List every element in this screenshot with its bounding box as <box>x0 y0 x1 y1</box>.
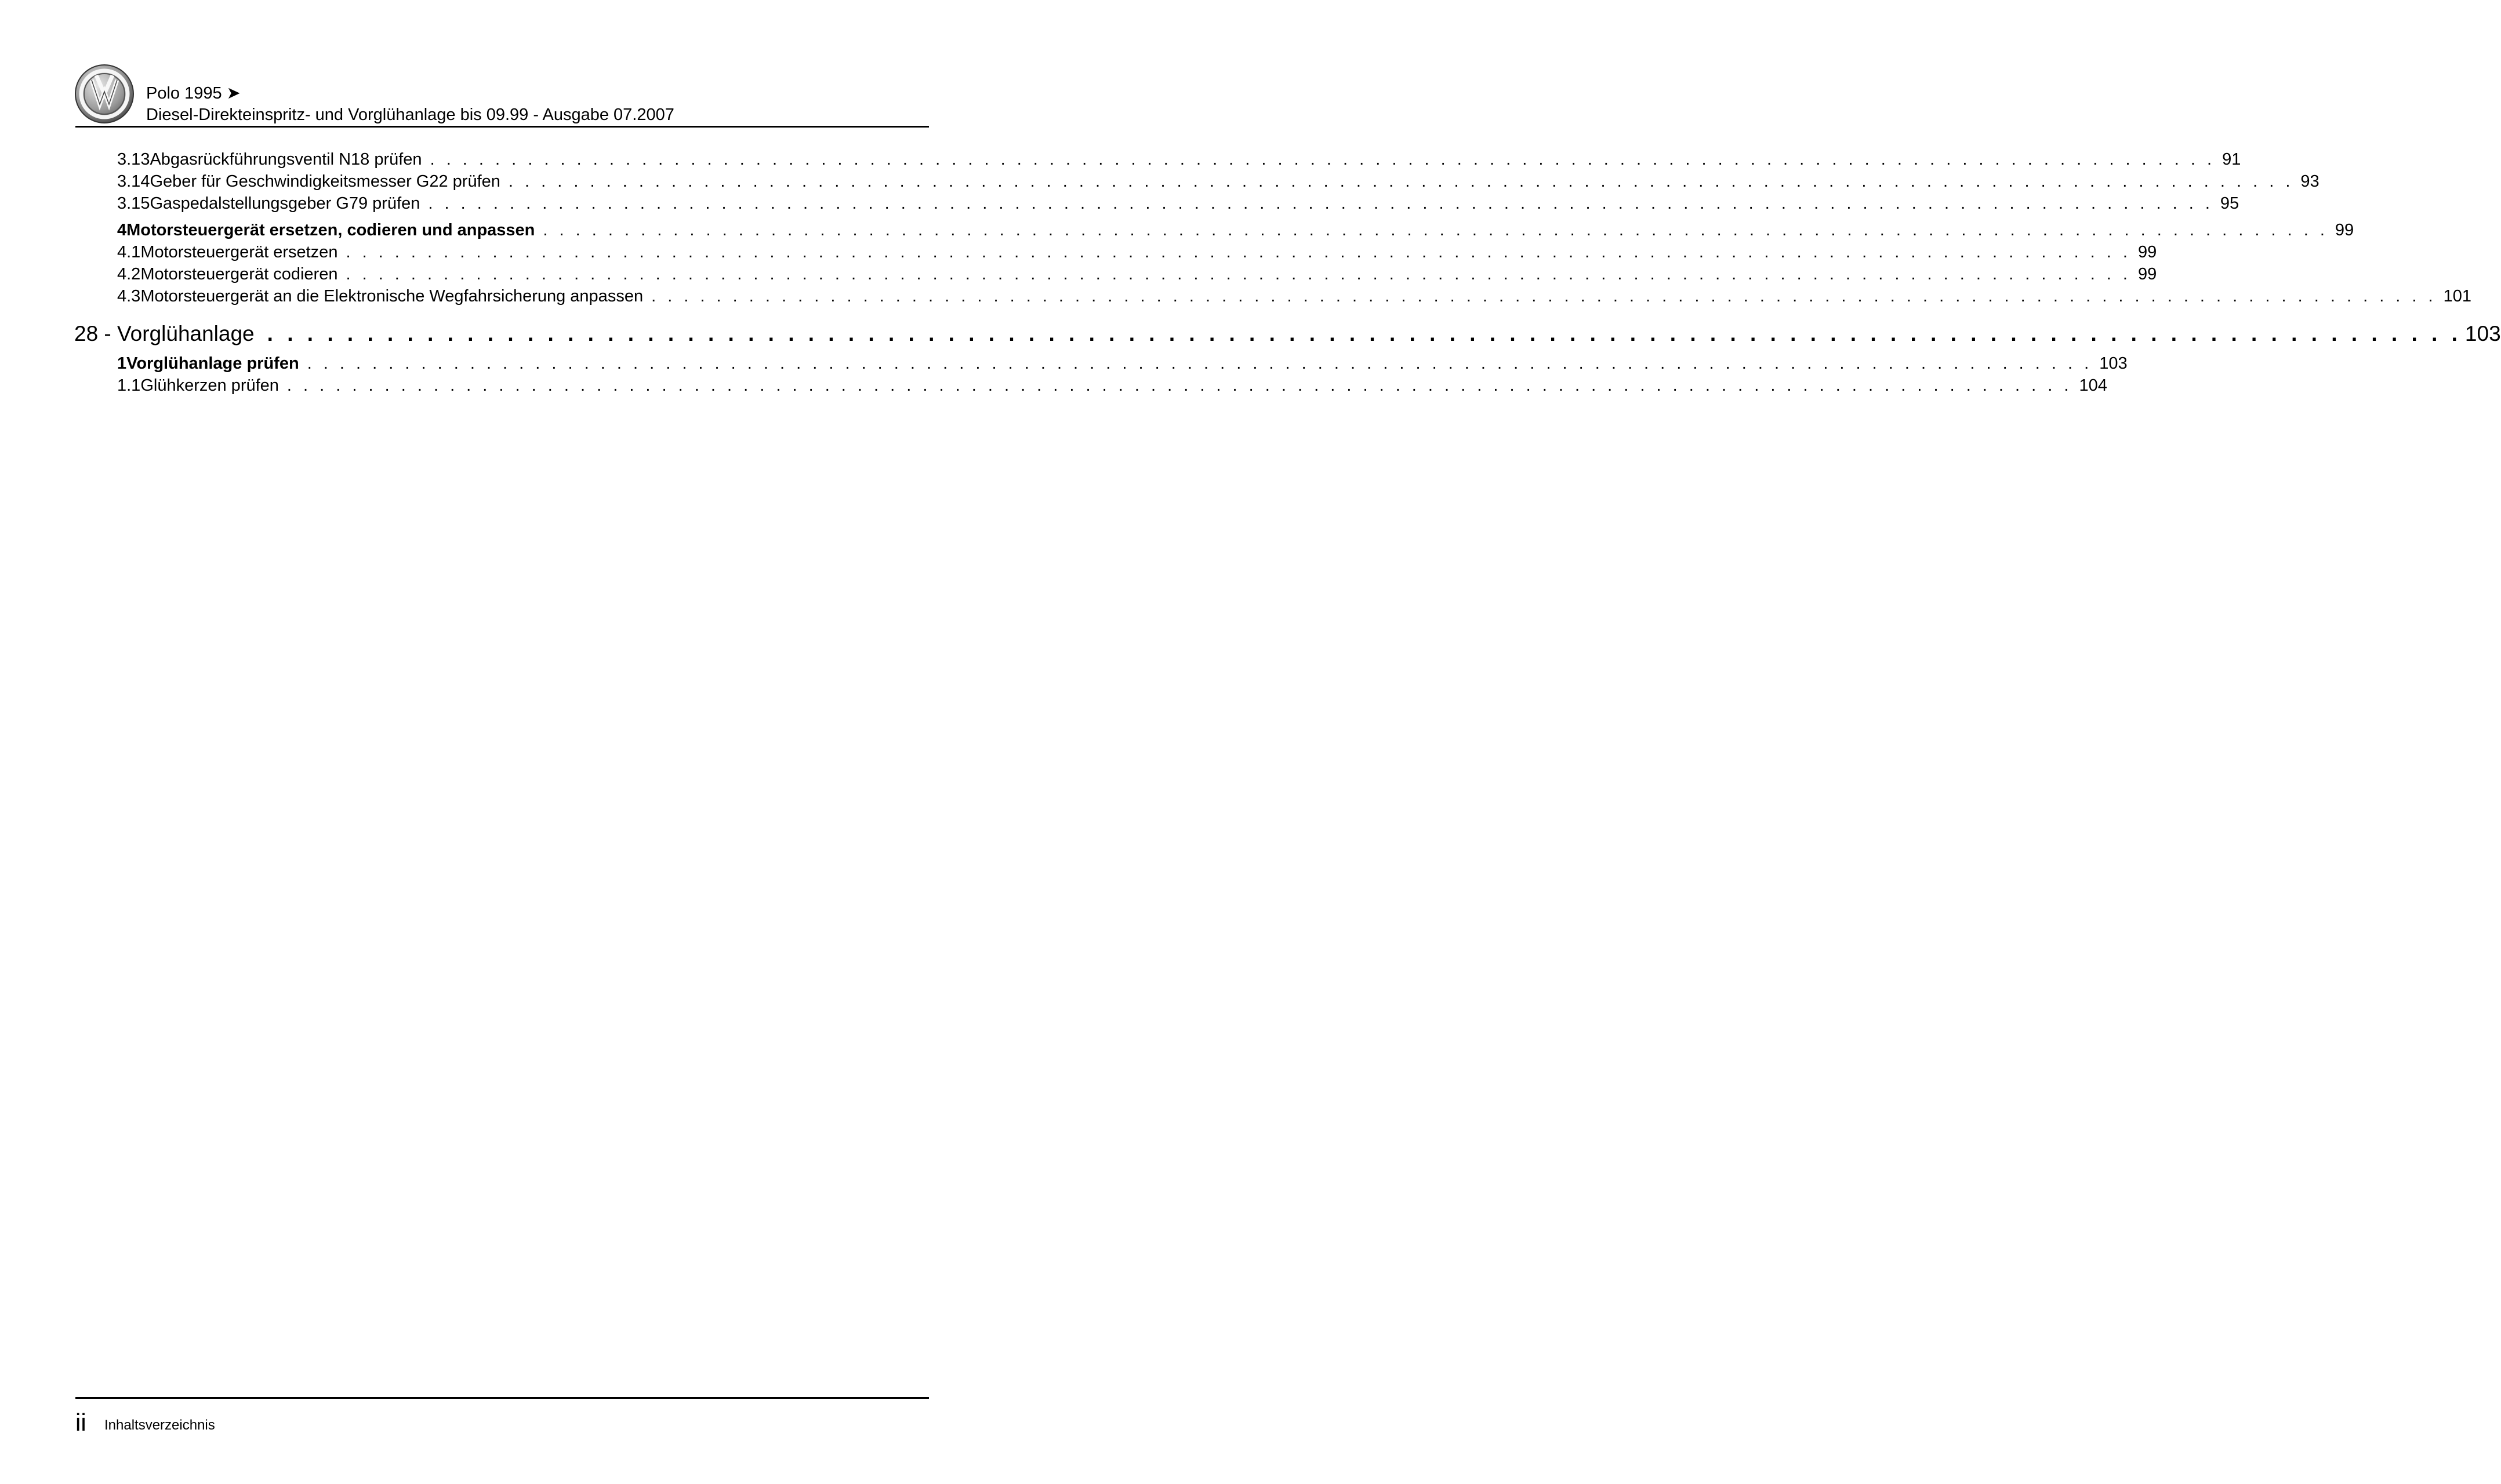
toc-entry-page: 95 <box>2220 194 2239 213</box>
dot-leader: . . . . . . . . . . . . . . . . . . . . . . . . . . . . . . . . . . . . . . . . . . . . . . . . . . . . . . . . . . . . . . . . . . . . . . . . . . . . . . . . . . . . . . . . . . . . . . . . . . . . . . . . . . . . . . <box>543 221 2328 239</box>
table-of-contents <box>74 148 2501 397</box>
toc-chapter-28[interactable] <box>74 318 2501 350</box>
toc-entry-4[interactable] <box>74 219 2354 241</box>
toc-entry-number: 4.2 <box>117 265 141 283</box>
toc-entry-1-1[interactable] <box>74 374 2107 397</box>
toc-entry-page: 104 <box>2079 376 2107 395</box>
toc-entry-number: 4.3 <box>117 287 141 305</box>
toc-entry-1[interactable] <box>74 352 2128 374</box>
toc-entry-page: 101 <box>2443 287 2471 305</box>
dot-leader: . . . . . . . . . . . . . . . . . . . . . . . . . . . . . . . . . . . . . . . . . . . . . . . . . . . . . . . . . . . . . . . . . . . . . . . . . . . . . . . . . . . . . . . . . . . . . . . . . . . . . . . . . . . . . . <box>428 194 2213 213</box>
header-divider <box>75 126 929 128</box>
toc-chapter-title: 28 - Vorglühanlage <box>74 322 255 345</box>
dot-leader: . . . . . . . . . . . . . . . . . . . . . . . . . . . . . . . . . . . . . . . . . . . . . . . . . . . . . . . . . . . . . . . . . . . . . . . . . . . . . . . . . . . . . . . . . . . . . . . . . . . . . . . . . . . . . . <box>267 322 2462 345</box>
toc-entry-3-13[interactable] <box>74 148 2241 170</box>
dot-leader: . . . . . . . . . . . . . . . . . . . . . . . . . . . . . . . . . . . . . . . . . . . . . . . . . . . . . . . . . . . . . . . . . . . . . . . . . . . . . . . . . . . . . . . . . . . . . . . . . . . . . . . . . . . . . . <box>307 354 2093 373</box>
toc-entry-title: Motorsteuergerät an die Elektronische Wegfahrsicherung anpassen <box>140 287 644 305</box>
toc-entry-page: 93 <box>2300 172 2319 191</box>
header-model: Polo 1995 ➤ <box>146 84 241 103</box>
footer-section: Inhaltsverzeichnis <box>104 1417 215 1433</box>
dot-leader: . . . . . . . . . . . . . . . . . . . . . . . . . . . . . . . . . . . . . . . . . . . . . . . . . . . . . . . . . . . . . . . . . . . . . . . . . . . . . . . . . . . . . . . . . . . . . . . . . . . . . . . . . . . . . . <box>651 287 2437 305</box>
toc-entry-number: 3.13 <box>117 150 150 169</box>
toc-entry-4-1[interactable] <box>74 241 2157 263</box>
toc-entry-number: 4 <box>117 221 127 239</box>
toc-entry-title: Abgasrückführungsventil N18 prüfen <box>150 150 422 169</box>
toc-entry-page: 99 <box>2137 243 2157 261</box>
toc-entry-number: 1.1 <box>117 376 141 395</box>
toc-entry-page: 103 <box>2099 354 2128 373</box>
toc-entry-page: 91 <box>2222 150 2241 169</box>
toc-entry-3-15[interactable] <box>74 192 2239 214</box>
toc-entry-title: Motorsteuergerät ersetzen <box>140 243 338 261</box>
toc-entry-title: Glühkerzen prüfen <box>140 376 279 395</box>
footer-divider <box>75 1397 929 1399</box>
footer-page-number: ii <box>75 1409 86 1436</box>
toc-entry-page: 99 <box>2137 265 2157 283</box>
toc-entry-4-2[interactable] <box>74 263 2157 285</box>
toc-entry-page: 99 <box>2335 221 2354 239</box>
dot-leader: . . . . . . . . . . . . . . . . . . . . . . . . . . . . . . . . . . . . . . . . . . . . . . . . . . . . . . . . . . . . . . . . . . . . . . . . . . . . . . . . . . . . . . . . . . . . . . . . . . . . . . . . . . . . . . <box>508 172 2294 191</box>
toc-entry-number: 3.15 <box>117 194 150 213</box>
dot-leader: . . . . . . . . . . . . . . . . . . . . . . . . . . . . . . . . . . . . . . . . . . . . . . . . . . . . . . . . . . . . . . . . . . . . . . . . . . . . . . . . . . . . . . . . . . . . . . . . . . . . . . . . . . . . . . <box>430 150 2216 169</box>
dot-leader: . . . . . . . . . . . . . . . . . . . . . . . . . . . . . . . . . . . . . . . . . . . . . . . . . . . . . . . . . . . . . . . . . . . . . . . . . . . . . . . . . . . . . . . . . . . . . . . . . . . . . . . . . . . . . . <box>346 243 2131 261</box>
toc-entry-title: Motorsteuergerät ersetzen, codieren und anpassen <box>126 221 535 239</box>
toc-entry-title: Vorglühanlage prüfen <box>126 354 299 373</box>
toc-entry-4-3[interactable] <box>74 285 2471 307</box>
toc-entry-3-14[interactable] <box>74 170 2319 192</box>
vw-logo-icon <box>74 64 135 124</box>
toc-entry-number: 3.14 <box>117 172 150 191</box>
toc-entry-title: Motorsteuergerät codieren <box>140 265 338 283</box>
header-title: Diesel-Direkteinspritz- und Vorglühanlage bis 09.99 - Ausgabe 07.2007 <box>146 106 674 124</box>
dot-leader: . . . . . . . . . . . . . . . . . . . . . . . . . . . . . . . . . . . . . . . . . . . . . . . . . . . . . . . . . . . . . . . . . . . . . . . . . . . . . . . . . . . . . . . . . . . . . . . . . . . . . . . . . . . . . . <box>286 376 2072 395</box>
dot-leader: . . . . . . . . . . . . . . . . . . . . . . . . . . . . . . . . . . . . . . . . . . . . . . . . . . . . . . . . . . . . . . . . . . . . . . . . . . . . . . . . . . . . . . . . . . . . . . . . . . . . . . . . . . . . . . <box>346 265 2131 283</box>
toc-entry-title: Gaspedalstellungsgeber G79 prüfen <box>150 194 420 213</box>
toc-entry-title: Geber für Geschwindigkeitsmesser G22 prüfen <box>150 172 500 191</box>
toc-entry-number: 4.1 <box>117 243 141 261</box>
toc-entry-number: 1 <box>117 354 127 373</box>
toc-chapter-page: 103 <box>2464 322 2501 345</box>
